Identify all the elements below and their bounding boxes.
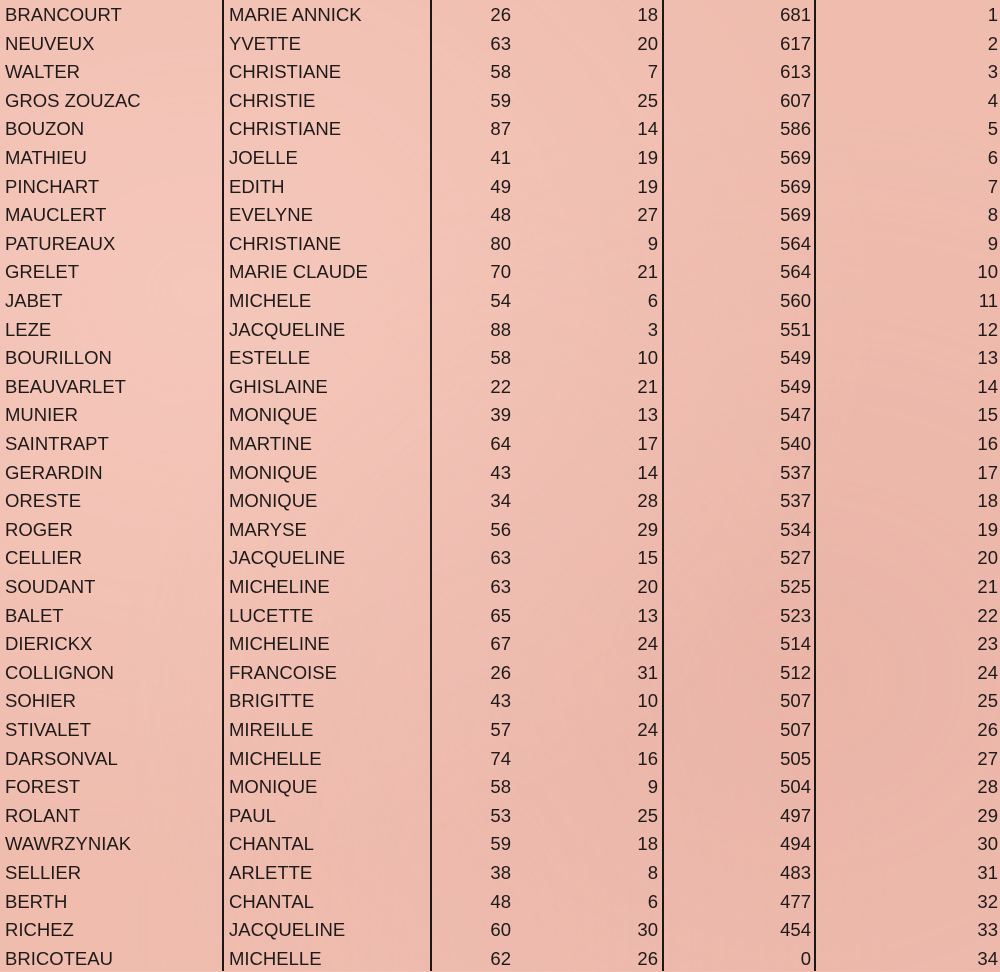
last-name-cell: WAWRZYNIAK xyxy=(5,833,132,855)
table-row xyxy=(0,658,1000,687)
first-name-cell: GHISLAINE xyxy=(229,375,328,397)
last-name-cell: FOREST xyxy=(5,776,81,798)
first-name-cell: EDITH xyxy=(229,175,285,197)
first-name-cell: FRANCOISE xyxy=(229,661,337,683)
first-name-cell: MONIQUE xyxy=(229,404,318,426)
table-row xyxy=(0,572,1000,601)
first-name-cell: ARLETTE xyxy=(229,862,313,883)
value-1-cell: 48 xyxy=(490,204,511,226)
first-name-cell: CHRISTIE xyxy=(229,89,316,111)
table-row xyxy=(0,257,1000,286)
table-row xyxy=(0,772,1000,801)
table-row xyxy=(0,801,1000,830)
first-name-cell: EVELYNE xyxy=(229,204,313,226)
total-cell: 0 xyxy=(800,947,811,969)
value-2-cell: 17 xyxy=(637,433,658,454)
table-row xyxy=(0,315,1000,344)
rank-cell: 5 xyxy=(987,118,998,140)
rank-cell: 19 xyxy=(977,518,998,540)
last-name-cell: BALET xyxy=(5,604,64,626)
rank-cell: 11 xyxy=(978,290,998,311)
last-name-cell: GRELET xyxy=(5,261,80,283)
total-cell: 494 xyxy=(780,833,811,855)
rank-cell: 28 xyxy=(977,776,998,798)
value-1-cell: 43 xyxy=(490,461,511,483)
first-name-cell: CHANTAL xyxy=(229,833,314,855)
value-1-cell: 58 xyxy=(490,347,511,369)
last-name-cell: SAINTRAPT xyxy=(5,433,109,454)
value-2-cell: 8 xyxy=(647,862,658,883)
value-1-cell: 58 xyxy=(490,61,511,83)
last-name-cell: LEZE xyxy=(5,318,52,340)
value-1-cell: 80 xyxy=(490,232,511,254)
table-row xyxy=(0,229,1000,258)
total-cell: 569 xyxy=(780,175,811,197)
last-name-cell: MAUCLERT xyxy=(5,204,107,226)
rank-cell: 7 xyxy=(987,175,998,197)
value-2-cell: 21 xyxy=(637,261,658,283)
first-name-cell: CHRISTIANE xyxy=(229,118,342,140)
table-row xyxy=(0,629,1000,658)
table-row xyxy=(0,57,1000,86)
value-1-cell: 62 xyxy=(490,947,511,969)
value-2-cell: 9 xyxy=(647,232,658,254)
last-name-cell: PATUREAUX xyxy=(5,232,116,254)
total-cell: 514 xyxy=(780,633,811,655)
last-name-cell: SELLIER xyxy=(5,862,82,883)
first-name-cell: JACQUELINE xyxy=(229,919,346,941)
first-name-cell: MICHELINE xyxy=(229,576,330,597)
rank-cell: 8 xyxy=(987,204,998,226)
table-row xyxy=(0,0,1000,29)
last-name-cell: CELLIER xyxy=(5,547,83,569)
last-name-cell: GROS ZOUZAC xyxy=(5,89,141,111)
table-row xyxy=(0,372,1000,401)
total-cell: 551 xyxy=(780,318,811,340)
table-row xyxy=(0,172,1000,201)
first-name-cell: LUCETTE xyxy=(229,604,314,626)
last-name-cell: BOURILLON xyxy=(5,347,112,369)
rank-cell: 33 xyxy=(977,919,998,941)
last-name-cell: BEAUVARLET xyxy=(5,375,126,397)
last-name-cell: COLLIGNON xyxy=(5,661,114,683)
value-2-cell: 3 xyxy=(647,318,658,340)
total-cell: 549 xyxy=(780,347,811,369)
first-name-cell: MONIQUE xyxy=(229,490,318,512)
first-name-cell: MIREILLE xyxy=(229,719,314,740)
value-2-cell: 21 xyxy=(637,375,658,397)
value-1-cell: 57 xyxy=(490,719,511,740)
first-name-cell: CHRISTIANE xyxy=(229,61,342,83)
value-2-cell: 20 xyxy=(637,32,658,54)
first-name-cell: MICHELE xyxy=(229,290,312,311)
value-2-cell: 31 xyxy=(637,661,658,683)
value-1-cell: 34 xyxy=(490,490,511,512)
first-name-cell: MARIE ANNICK xyxy=(229,4,362,25)
last-name-cell: BOUZON xyxy=(5,118,85,140)
value-2-cell: 6 xyxy=(647,890,658,912)
total-cell: 504 xyxy=(780,776,811,798)
table-row xyxy=(0,343,1000,372)
value-1-cell: 38 xyxy=(490,862,511,883)
last-name-cell: SOHIER xyxy=(5,690,76,712)
value-2-cell: 9 xyxy=(647,776,658,798)
first-name-cell: MONIQUE xyxy=(229,461,318,483)
value-1-cell: 60 xyxy=(490,919,511,941)
rank-cell: 12 xyxy=(977,318,998,340)
rank-cell: 32 xyxy=(977,890,998,912)
last-name-cell: BRICOTEAU xyxy=(5,947,113,969)
value-2-cell: 18 xyxy=(637,833,658,855)
first-name-cell: CHANTAL xyxy=(229,890,314,912)
total-cell: 477 xyxy=(780,890,811,912)
last-name-cell: STIVALET xyxy=(5,719,92,740)
value-1-cell: 88 xyxy=(490,318,511,340)
table-row xyxy=(0,200,1000,229)
value-1-cell: 63 xyxy=(490,32,511,54)
rank-cell: 22 xyxy=(977,604,998,626)
value-1-cell: 87 xyxy=(490,118,511,140)
value-1-cell: 54 xyxy=(490,290,511,311)
rank-cell: 24 xyxy=(977,661,998,683)
first-name-cell: MICHELLE xyxy=(229,747,322,769)
rank-cell: 34 xyxy=(977,947,998,969)
first-name-cell: CHRISTIANE xyxy=(229,232,342,254)
rank-cell: 15 xyxy=(977,404,998,426)
rank-cell: 2 xyxy=(987,32,998,54)
total-cell: 534 xyxy=(780,518,811,540)
total-cell: 617 xyxy=(780,32,811,54)
rank-cell: 14 xyxy=(977,375,998,397)
value-1-cell: 49 xyxy=(490,175,511,197)
rank-cell: 3 xyxy=(987,61,998,83)
last-name-cell: ROGER xyxy=(5,518,73,540)
first-name-cell: JACQUELINE xyxy=(229,318,346,340)
first-name-cell: MICHELINE xyxy=(229,633,330,655)
total-cell: 560 xyxy=(780,290,811,311)
first-name-cell: YVETTE xyxy=(229,32,301,54)
rank-cell: 21 xyxy=(977,576,998,597)
table-row xyxy=(0,915,1000,944)
value-2-cell: 19 xyxy=(637,175,658,197)
value-1-cell: 70 xyxy=(490,261,511,283)
table-row xyxy=(0,887,1000,916)
value-2-cell: 28 xyxy=(637,490,658,512)
last-name-cell: MATHIEU xyxy=(5,147,87,168)
table-row xyxy=(0,86,1000,115)
value-1-cell: 48 xyxy=(490,890,511,912)
first-name-cell: JOELLE xyxy=(229,147,298,168)
last-name-cell: NEUVEUX xyxy=(5,32,95,54)
rank-cell: 17 xyxy=(977,461,998,483)
last-name-cell: DARSONVAL xyxy=(5,747,118,769)
table-row xyxy=(0,944,1000,972)
rank-cell: 9 xyxy=(987,232,998,254)
value-2-cell: 13 xyxy=(637,604,658,626)
rank-cell: 6 xyxy=(987,147,998,168)
rank-cell: 30 xyxy=(977,833,998,855)
first-name-cell: MONIQUE xyxy=(229,776,318,798)
value-2-cell: 18 xyxy=(637,4,658,25)
total-cell: 497 xyxy=(780,804,811,826)
last-name-cell: GERARDIN xyxy=(5,461,103,483)
value-1-cell: 41 xyxy=(490,147,511,168)
value-1-cell: 26 xyxy=(490,661,511,683)
value-2-cell: 10 xyxy=(637,347,658,369)
total-cell: 537 xyxy=(780,461,811,483)
table-row xyxy=(0,515,1000,544)
value-2-cell: 7 xyxy=(647,61,658,83)
last-name-cell: RICHEZ xyxy=(5,919,74,941)
value-2-cell: 20 xyxy=(637,576,658,597)
rank-cell: 29 xyxy=(977,804,998,826)
value-1-cell: 64 xyxy=(490,433,511,454)
total-cell: 607 xyxy=(780,89,811,111)
table-row xyxy=(0,286,1000,315)
rank-cell: 18 xyxy=(977,490,998,512)
rank-cell: 31 xyxy=(977,862,998,883)
value-2-cell: 24 xyxy=(637,719,658,740)
total-cell: 507 xyxy=(780,690,811,712)
table-row xyxy=(0,686,1000,715)
last-name-cell: SOUDANT xyxy=(5,576,96,597)
value-2-cell: 14 xyxy=(637,461,658,483)
total-cell: 586 xyxy=(780,118,811,140)
table-row xyxy=(0,829,1000,858)
last-name-cell: ORESTE xyxy=(5,490,82,512)
value-2-cell: 14 xyxy=(637,118,658,140)
value-1-cell: 39 xyxy=(490,404,511,426)
table-row xyxy=(0,400,1000,429)
value-2-cell: 19 xyxy=(637,147,658,168)
total-cell: 569 xyxy=(780,204,811,226)
value-2-cell: 30 xyxy=(637,919,658,941)
value-2-cell: 29 xyxy=(637,518,658,540)
total-cell: 527 xyxy=(780,547,811,569)
value-1-cell: 67 xyxy=(490,633,511,655)
value-2-cell: 15 xyxy=(637,547,658,569)
first-name-cell: PAUL xyxy=(229,804,276,826)
last-name-cell: DIERICKX xyxy=(5,633,93,655)
value-1-cell: 74 xyxy=(490,747,511,769)
table-row xyxy=(0,543,1000,572)
total-cell: 537 xyxy=(780,490,811,512)
last-name-cell: MUNIER xyxy=(5,404,78,426)
total-cell: 547 xyxy=(780,404,811,426)
total-cell: 540 xyxy=(780,433,811,454)
value-1-cell: 58 xyxy=(490,776,511,798)
value-1-cell: 22 xyxy=(490,375,511,397)
total-cell: 483 xyxy=(780,862,811,883)
value-2-cell: 16 xyxy=(637,747,658,769)
value-2-cell: 26 xyxy=(637,947,658,969)
value-1-cell: 43 xyxy=(490,690,511,712)
rank-cell: 26 xyxy=(977,719,998,740)
table-row xyxy=(0,715,1000,744)
value-1-cell: 63 xyxy=(490,576,511,597)
table-row xyxy=(0,601,1000,630)
last-name-cell: BERTH xyxy=(5,890,68,912)
value-1-cell: 59 xyxy=(490,833,511,855)
first-name-cell: JACQUELINE xyxy=(229,547,346,569)
table-row xyxy=(0,114,1000,143)
table-row xyxy=(0,744,1000,773)
table-row xyxy=(0,458,1000,487)
first-name-cell: MARTINE xyxy=(229,433,312,454)
value-2-cell: 25 xyxy=(637,804,658,826)
total-cell: 681 xyxy=(780,4,811,25)
value-2-cell: 24 xyxy=(637,633,658,655)
total-cell: 505 xyxy=(780,747,811,769)
first-name-cell: MARIE CLAUDE xyxy=(229,261,368,283)
rank-cell: 10 xyxy=(977,261,998,283)
table-row xyxy=(0,29,1000,58)
total-cell: 507 xyxy=(780,719,811,740)
last-name-cell: WALTER xyxy=(5,61,81,83)
rank-cell: 4 xyxy=(987,89,998,111)
rank-cell: 20 xyxy=(977,547,998,569)
rank-cell: 16 xyxy=(977,433,998,454)
first-name-cell: MICHELLE xyxy=(229,947,322,969)
total-cell: 549 xyxy=(780,375,811,397)
last-name-cell: PINCHART xyxy=(5,175,100,197)
first-name-cell: BRIGITTE xyxy=(229,690,315,712)
total-cell: 525 xyxy=(780,576,811,597)
rank-cell: 27 xyxy=(977,747,998,769)
rank-cell: 25 xyxy=(977,690,998,712)
value-2-cell: 10 xyxy=(637,690,658,712)
value-2-cell: 13 xyxy=(637,404,658,426)
value-1-cell: 59 xyxy=(490,89,511,111)
value-1-cell: 26 xyxy=(490,4,511,25)
last-name-cell: ROLANT xyxy=(5,804,81,826)
total-cell: 512 xyxy=(780,661,811,683)
total-cell: 523 xyxy=(780,604,811,626)
last-name-cell: BRANCOURT xyxy=(5,4,122,25)
value-1-cell: 53 xyxy=(490,804,511,826)
rank-cell: 23 xyxy=(977,633,998,655)
total-cell: 569 xyxy=(780,147,811,168)
table-row xyxy=(0,143,1000,172)
first-name-cell: ESTELLE xyxy=(229,347,311,369)
table-row xyxy=(0,858,1000,887)
value-1-cell: 56 xyxy=(490,518,511,540)
total-cell: 564 xyxy=(780,261,811,283)
last-name-cell: JABET xyxy=(5,290,63,311)
rank-cell: 13 xyxy=(977,347,998,369)
first-name-cell: MARYSE xyxy=(229,518,307,540)
table-row xyxy=(0,486,1000,515)
value-1-cell: 65 xyxy=(490,604,511,626)
total-cell: 564 xyxy=(780,232,811,254)
value-1-cell: 63 xyxy=(490,547,511,569)
rank-cell: 1 xyxy=(987,4,998,25)
value-2-cell: 6 xyxy=(647,290,658,311)
value-2-cell: 25 xyxy=(637,89,658,111)
value-2-cell: 27 xyxy=(637,204,658,226)
total-cell: 454 xyxy=(780,919,811,941)
total-cell: 613 xyxy=(780,61,811,83)
table-row xyxy=(0,429,1000,458)
